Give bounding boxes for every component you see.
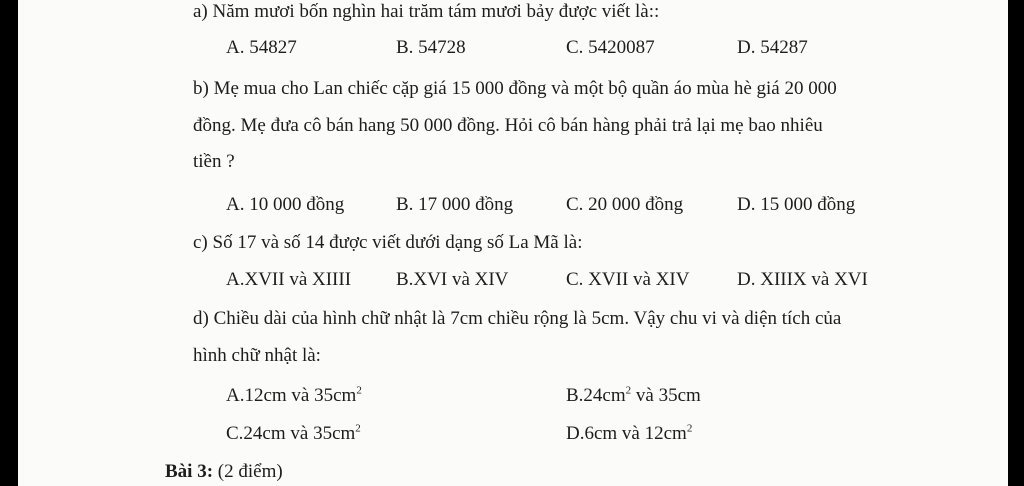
question-a-option-c: C. 5420087 [566,37,655,58]
question-c-text: c) Số 17 và số 14 được viết dưới dạng số La Mã là: [193,232,583,253]
question-a-option-d: D. 54287 [737,37,808,58]
question-d-option-b-suffix: và 35cm [631,385,701,406]
question-d-option-a [226,384,362,408]
question-d-option-c-text: C.24cm và 35cm [226,423,356,444]
section-heading [165,460,283,484]
question-d-option-c-superscript: 2 [355,422,361,435]
question-b-option-c: C. 20 000 đồng [566,194,684,215]
question-c-option-d: D. XIIIX và XVI [737,269,868,290]
question-d-option-a-superscript: 2 [356,384,362,397]
question-d-option-b-superscript: 2 [625,384,632,397]
question-b-text-line-1: b) Mẹ mua cho Lan chiếc cặp giá 15 000 đồng và một bộ quần áo mùa hè giá 20 000 [193,78,837,99]
question-b-text-line-3: tiền ? [193,151,235,172]
question-b-text-line-2: đồng. Mẹ đưa cô bán hang 50 000 đồng. Hỏi cô bán hàng phải trả lại mẹ bao nhiêu [193,115,823,136]
question-b-option-a: A. 10 000 đồng [226,194,345,215]
question-c-option-b: B.XVI và XIV [396,269,509,290]
question-b-option-b: B. 17 000 đồng [396,194,514,215]
question-a-text: a) Năm mươi bốn nghìn hai trăm tám mươi bảy được viết là:: [193,1,660,22]
question-d-option-d-superscript: 2 [686,422,693,435]
question-d-option-c [226,422,361,446]
question-d-option-a-text: A.12cm và 35cm [226,385,357,406]
question-a-option-a: A. 54827 [226,37,297,58]
question-c-option-a: A.XVII và XIIII [226,269,352,290]
worksheet-page [18,0,1008,486]
section-heading-points: (2 điểm) [217,461,283,482]
question-c-option-c: C. XVII và XIV [566,269,690,290]
question-d-option-b-text: B.24cm [566,385,626,406]
question-d-text-line-1: d) Chiều dài của hình chữ nhật là 7cm chiều rộng là 5cm. Vậy chu vi và diện tích của [193,308,842,329]
question-b-option-d: D. 15 000 đồng [737,194,856,215]
question-d-option-d [566,422,692,446]
question-a-option-b: B. 54728 [396,37,466,58]
section-heading-label: Bài 3: [165,461,214,482]
question-d-text-line-2: hình chữ nhật là: [193,345,321,366]
question-d-option-b [566,384,701,408]
question-d-option-d-text: D.6cm và 12cm [566,423,687,444]
